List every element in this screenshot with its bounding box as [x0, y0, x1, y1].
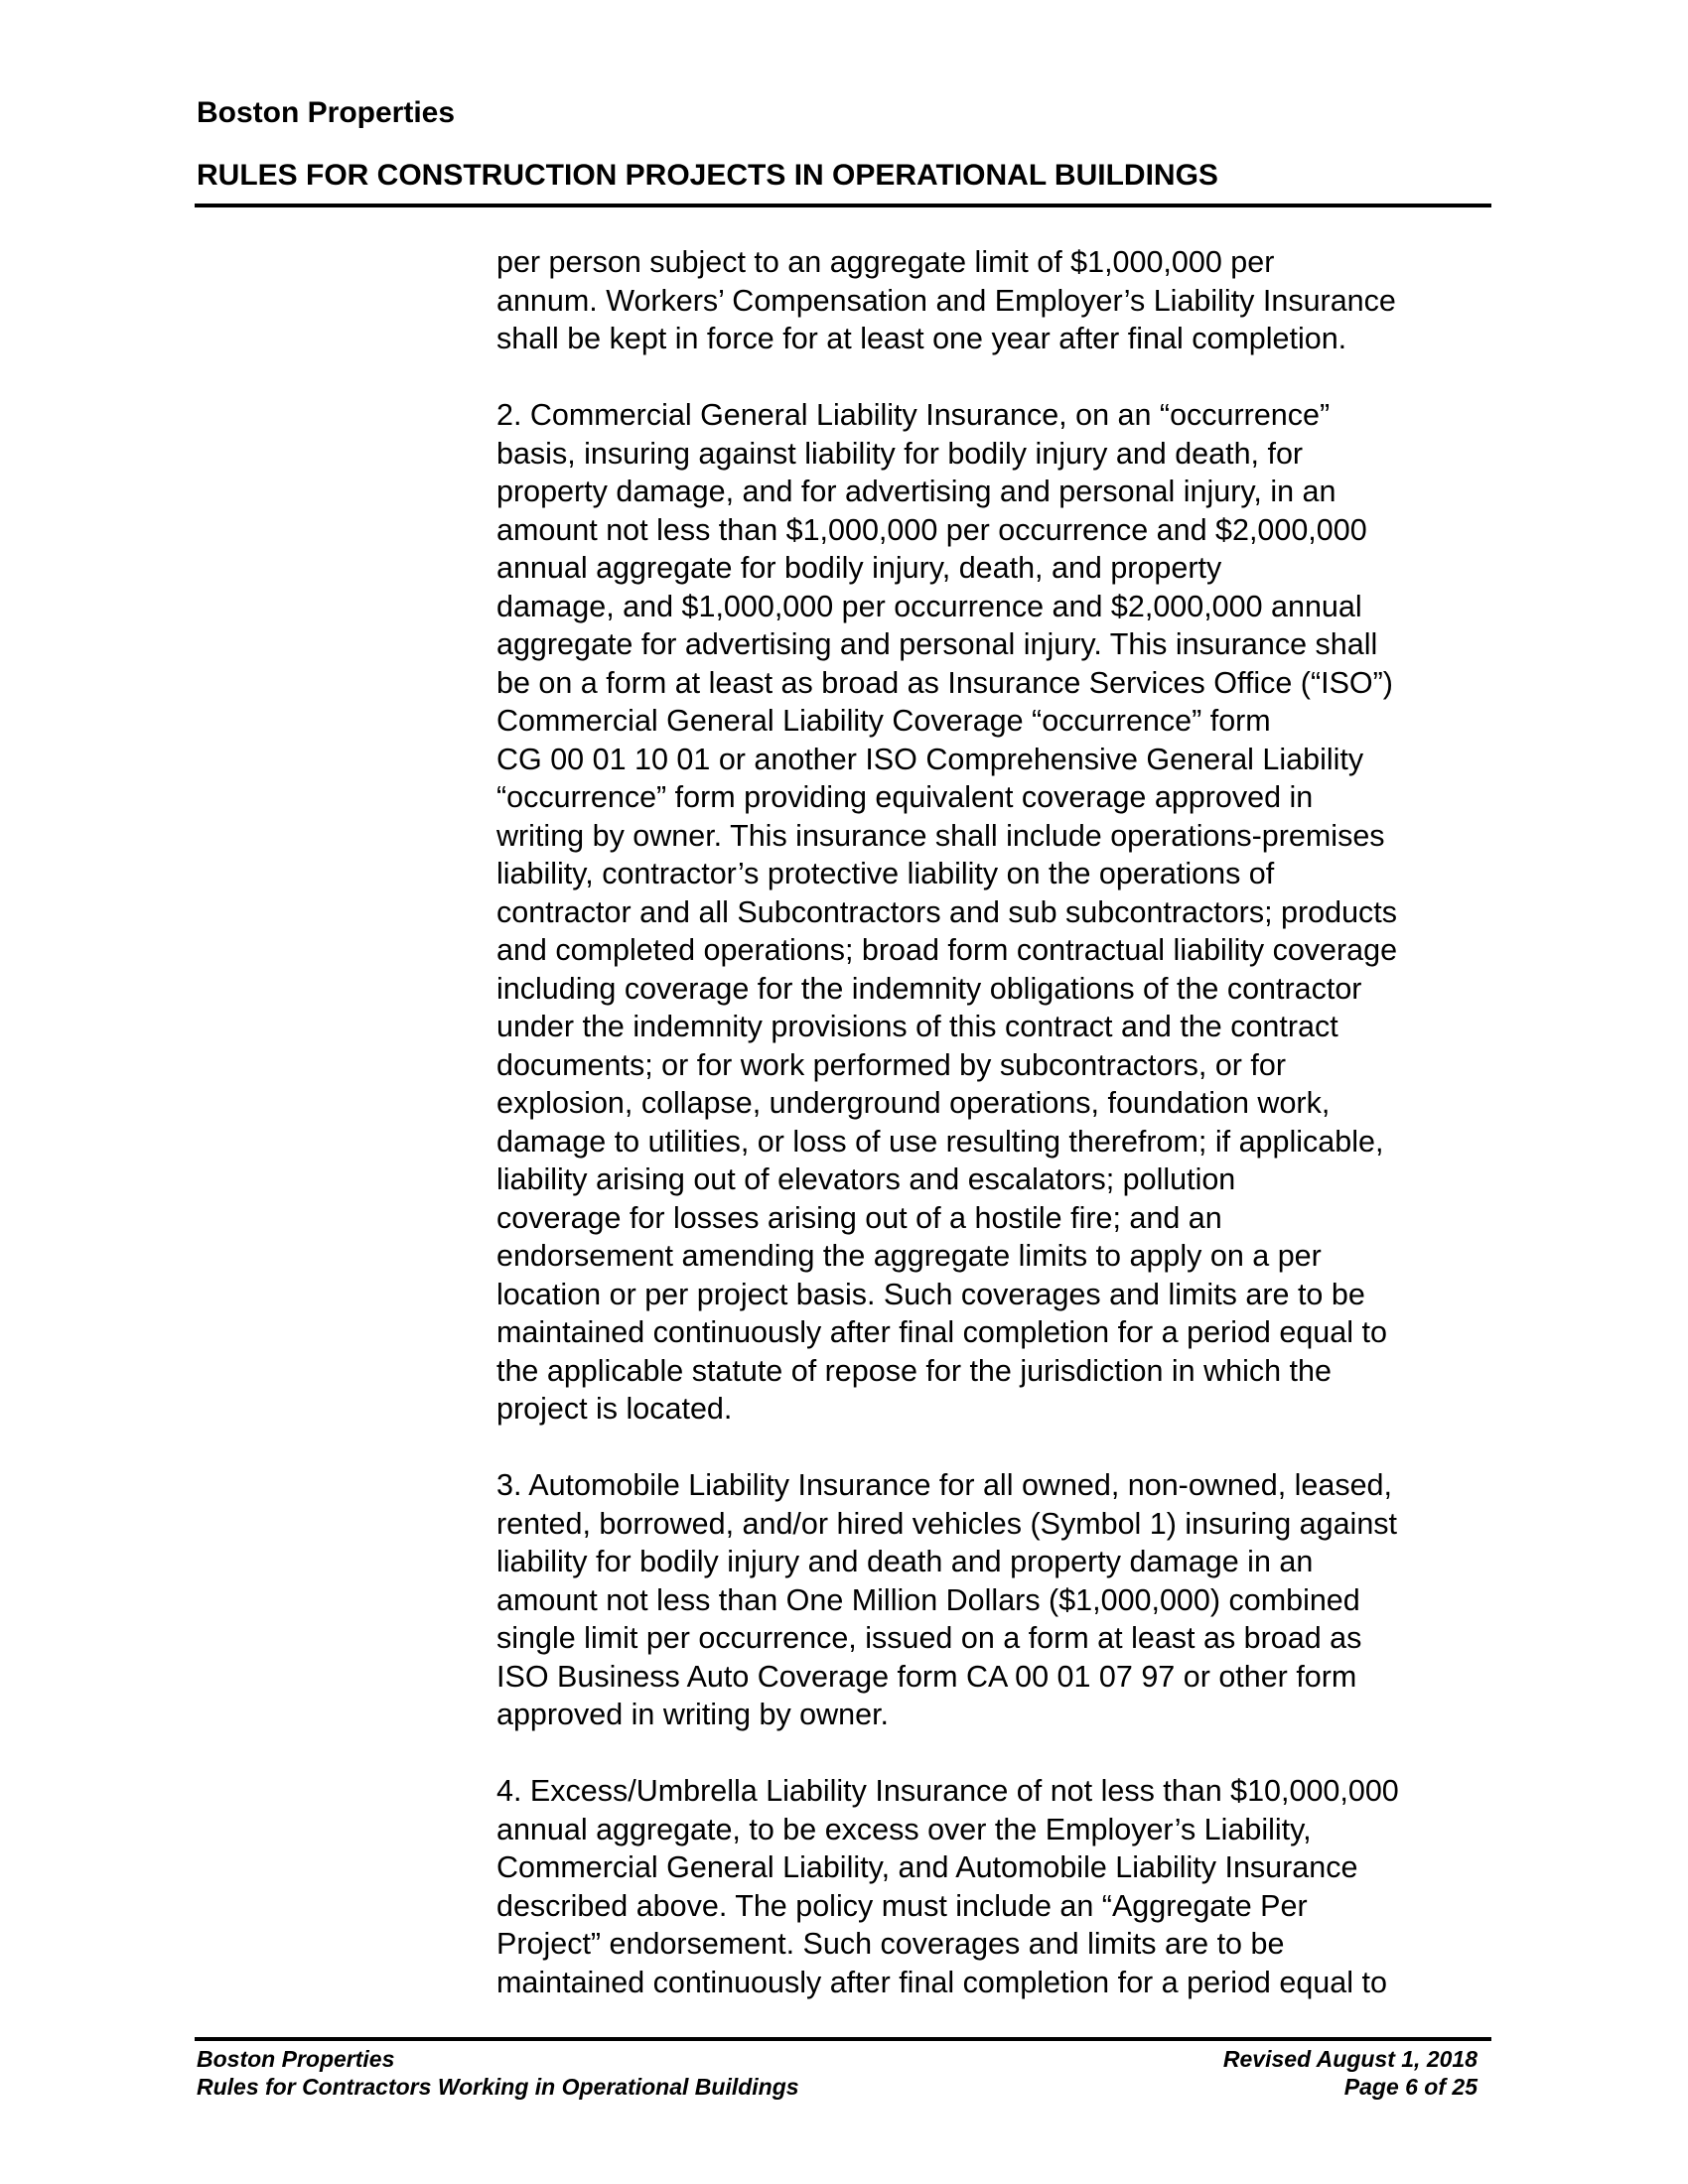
text-line: explosion, collapse, underground operations, foundation work,: [496, 1086, 1331, 1120]
page-footer: [197, 2045, 1477, 2101]
text-line: contractor and all Subcontractors and sub subcontractors; products: [496, 894, 1398, 929]
header-divider: [195, 204, 1491, 207]
text-line: annual aggregate, to be excess over the Employer’s Liability,: [496, 1812, 1312, 1846]
text-line: single limit per occurrence, issued on a form at least as broad as: [496, 1621, 1362, 1655]
text-line: maintained continuously after final completion for a period equal to: [496, 1965, 1387, 1999]
footer-row-bottom: [197, 2073, 1477, 2101]
text-line: CG 00 01 10 01 or another ISO Comprehensive General Liability: [496, 742, 1364, 776]
text-line: 2. Commercial General Liability Insurance, on an “occurrence”: [496, 398, 1331, 432]
text-line: “occurrence” form providing equivalent coverage approved in: [496, 780, 1314, 814]
paragraph-commercial-general-liability: [496, 396, 1489, 1429]
text-line: 3. Automobile Liability Insurance for all owned, non-owned, leased,: [496, 1468, 1392, 1502]
text-line: including coverage for the indemnity obligations of the contractor: [496, 971, 1362, 1006]
text-line: 4. Excess/Umbrella Liability Insurance of not less than $10,000,000: [496, 1774, 1399, 1808]
footer-revised-date: Revised August 1, 2018: [1222, 2046, 1477, 2072]
text-line: property damage, and for advertising and personal injury, in an: [496, 475, 1336, 508]
text-line: liability arising out of elevators and escalators; pollution: [496, 1162, 1236, 1196]
paragraph-continuation: [496, 243, 1489, 358]
text-line: Project” endorsement. Such coverages and limits are to be: [496, 1927, 1285, 1961]
text-line: aggregate for advertising and personal injury. This insurance shall: [496, 627, 1378, 661]
header-company-name: Boston Properties: [197, 96, 456, 129]
footer-divider: [195, 2037, 1491, 2041]
text-line: maintained continuously after final completion for a period equal to: [496, 1315, 1387, 1349]
footer-document-subtitle: Rules for Contractors Working in Operational Buildings: [197, 2074, 799, 2100]
text-line: damage, and $1,000,000 per occurrence and $2,000,000 annual: [496, 589, 1362, 623]
text-line: Commercial General Liability, and Automobile Liability Insurance: [496, 1850, 1358, 1884]
text-line: annual aggregate for bodily injury, death, and property: [496, 551, 1222, 585]
text-line: per person subject to an aggregate limit of $1,000,000 per: [496, 245, 1275, 279]
text-line: under the indemnity provisions of this contract and the contract: [496, 1010, 1338, 1043]
paragraph-automobile-liability: [496, 1466, 1489, 1734]
text-line: the applicable statute of repose for the jurisdiction in which the: [496, 1353, 1332, 1388]
text-line: and completed operations; broad form contractual liability coverage: [496, 933, 1398, 967]
text-line: documents; or for work performed by subcontractors, or for: [496, 1047, 1287, 1082]
text-line: project is located.: [496, 1392, 733, 1426]
text-line: liability for bodily injury and death and property damage in an: [496, 1545, 1314, 1578]
paragraph-excess-umbrella-liability: [496, 1772, 1489, 2001]
text-line: approved in writing by owner.: [496, 1698, 890, 1731]
footer-company-name: Boston Properties: [197, 2046, 395, 2072]
text-line: annum. Workers’ Compensation and Employer’s Liability Insurance: [496, 283, 1396, 318]
page-header: [197, 95, 1491, 194]
text-line: coverage for losses arising out of a hostile fire; and an: [496, 1200, 1222, 1235]
text-line: damage to utilities, or loss of use resulting therefrom; if applicable,: [496, 1124, 1384, 1159]
header-document-title: RULES FOR CONSTRUCTION PROJECTS IN OPERATIONAL BUILDINGS: [197, 159, 1218, 192]
text-line: basis, insuring against liability for bodily injury and death, for: [496, 436, 1304, 471]
footer-row-top: [197, 2045, 1477, 2073]
text-line: shall be kept in force for at least one year after final completion.: [496, 322, 1347, 355]
text-line: writing by owner. This insurance shall include operations-premises: [496, 818, 1385, 853]
text-line: rented, borrowed, and/or hired vehicles (Symbol 1) insuring against: [496, 1506, 1398, 1541]
text-line: be on a form at least as broad as Insurance Services Office (“ISO”): [496, 665, 1393, 700]
text-line: endorsement amending the aggregate limits to apply on a per: [496, 1239, 1322, 1273]
text-line: location or per project basis. Such coverages and limits are to be: [496, 1277, 1365, 1311]
text-line: Commercial General Liability Coverage “occurrence” form: [496, 704, 1271, 738]
text-line: described above. The policy must include an “Aggregate Per: [496, 1888, 1308, 1923]
text-line: amount not less than $1,000,000 per occurrence and $2,000,000: [496, 512, 1367, 547]
text-line: amount not less than One Million Dollars ($1,000,000) combined: [496, 1582, 1360, 1617]
footer-page-number: Page 6 of 25: [1343, 2074, 1477, 2100]
document-body: [496, 243, 1489, 2040]
text-line: liability, contractor’s protective liability on the operations of: [496, 857, 1275, 890]
text-line: ISO Business Auto Coverage form CA 00 01 07 97 or other form: [496, 1659, 1357, 1694]
